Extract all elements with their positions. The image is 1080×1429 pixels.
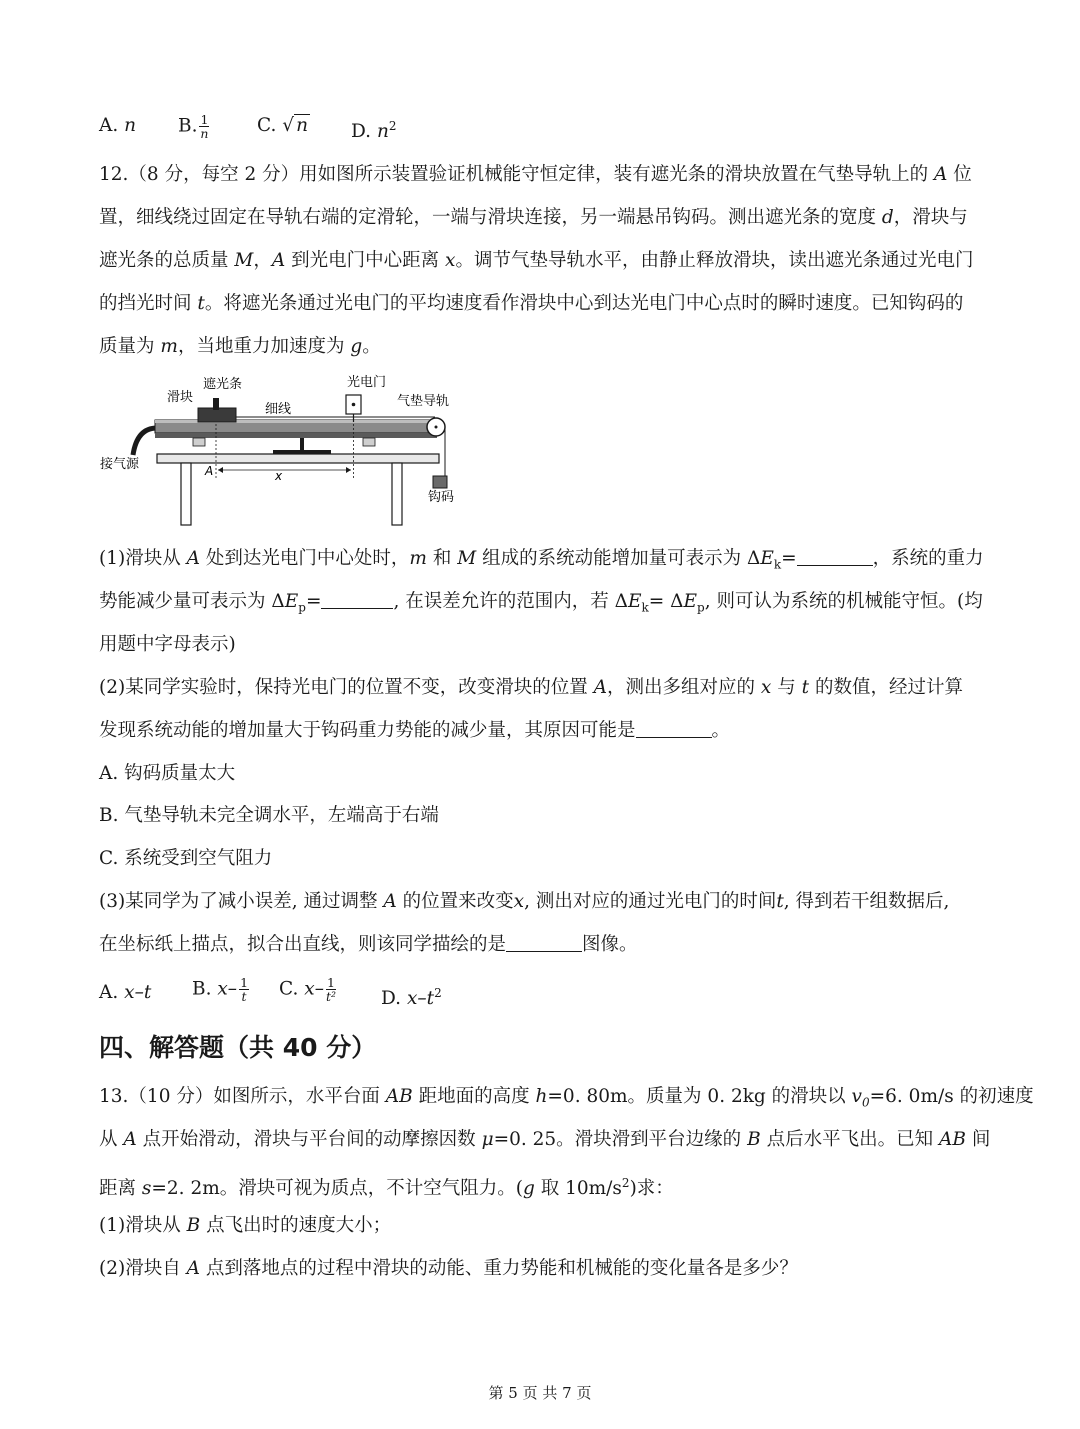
part1-line-3: 用题中字母表示) (99, 634, 236, 655)
section-heading: 四、解答题（共 40 分） (99, 1033, 377, 1062)
q12-line-5: 质量为 m，当地重力加速度为 g。 (99, 336, 381, 357)
label-air-source: 接气源 (100, 457, 140, 472)
slider-block (198, 408, 236, 422)
part3-option-a: A. x–t (99, 982, 152, 1003)
part2-option-c: C. 系统受到空气阻力 (99, 848, 273, 869)
q13-sub-2: (2)滑块自 A 点到落地点的过程中滑块的动能、重力势能和机械能的变化量各是多少？ (99, 1258, 798, 1279)
arrow-right (346, 467, 351, 473)
part3-line-1: (3)某同学为了减小误差, 通过调整 A 的位置来改变x, 测出对应的通过光电门的时间t, 得到若干组数据后, (99, 891, 950, 912)
table-leg-left (181, 463, 191, 525)
pulley-axle (435, 426, 438, 429)
answer-blank[interactable] (506, 933, 582, 952)
fraction: $\frac{1}{t}$ (240, 975, 249, 1004)
q13-line-2: 从 A 点开始滑动，滑块与平台间的动摩擦因数 μ=0. 25。滑块滑到平台边缘的 B 点后水平飞出。已知 AB 间 (99, 1129, 991, 1150)
q13-line-1: 13.（10 分）如图所示，水平台面 AB 距地面的高度 h=0. 80m。质量为 0. 2kg 的滑块以 $v_0=6$. 0m/s 的初速度 (99, 1086, 1034, 1110)
shading-strip (213, 398, 219, 410)
page-footer: 第 5 页 共 7 页 (488, 1384, 592, 1402)
answer-blank[interactable] (636, 719, 712, 738)
part1-line-1: (1)滑块从 A 处到达光电门中心处时，m 和 M 组成的系统动能增加量可表示为 $\Delta E_k=$ ，系统的重力 (99, 548, 984, 572)
fraction: $\frac{1}{n}$ (200, 112, 209, 141)
label-photogate: 光电门 (347, 375, 387, 390)
q13-sub-1: (1)滑块从 B 点飞出时的速度大小； (99, 1215, 392, 1236)
q12-line-1: 12.（8 分，每空 2 分）用如图所示装置验证机械能守恒定律，装有遮光条的滑块放置在气垫导轨上的 A 位 (99, 164, 972, 185)
q12-line-4: 的挡光时间 t。将遮光条通过光电门的平均速度看作滑块中心到达光电门中心点时的瞬时速度。已知钩码的 (99, 293, 964, 314)
part2-option-a: A. 钩码质量太大 (99, 763, 236, 784)
q12-line-3: 遮光条的总质量 M，A 到光电门中心距离 x。调节气垫导轨水平，由静止释放滑块，读出遮光条通过光电门 (99, 250, 974, 271)
sqrt-expression: √ n (282, 115, 308, 136)
rail-support-right (363, 438, 375, 446)
rail-support-left (193, 438, 205, 446)
hook-weight (433, 476, 447, 488)
q11-option-a: A. n (99, 115, 137, 136)
photogate-sensor (352, 403, 356, 407)
rail-center-post (300, 438, 304, 450)
part3-option-b: B. x– $\frac{1}{t}$ (192, 975, 249, 1004)
label-shading-strip: 遮光条 (203, 377, 243, 392)
q11-option-d: D. $n^2$ (351, 119, 397, 143)
q11-option-b: B. $\frac{1}{n}$ (178, 112, 209, 141)
q13-line-3: 距离 s=2. 2m。滑块可视为质点，不计空气阻力。(g 取 $10m/s^2$)求： (99, 1176, 674, 1200)
part3-option-d: D. $x-t^2$ (381, 986, 442, 1010)
fraction: $\frac{1}{\text{t²}}$ (325, 975, 337, 1004)
answer-blank[interactable] (797, 547, 873, 566)
table-top (157, 454, 439, 463)
arrow-left (218, 467, 223, 473)
table-leg-right (392, 463, 402, 525)
label-hook-weight: 钩码 (428, 490, 455, 505)
q12-line-2: 置，细线绕过固定在导轨右端的定滑轮，一端与滑块连接，另一端悬吊钩码。测出遮光条的宽度 d，滑块与 (99, 207, 968, 228)
part2-line-2: 发现系统动能的增加量大于钩码重力势能的减少量，其原因可能是 。 (99, 720, 731, 741)
rail-top (155, 420, 435, 423)
apparatus-diagram (95, 370, 470, 535)
part3-option-c: C. x– $\frac{1}{\text{t²}}$ (279, 975, 337, 1004)
rail-center-foot (273, 450, 331, 454)
answer-blank[interactable] (321, 590, 393, 609)
air-hose (133, 428, 157, 455)
label-slider: 滑块 (167, 390, 194, 405)
label-x: x (275, 469, 283, 483)
rail-base (155, 433, 437, 438)
part2-line-1: (2)某同学实验时，保持光电门的位置不变，改变滑块的位置 A，测出多组对应的 x 与 t 的数值，经过计算 (99, 677, 963, 698)
label-air-rail: 气垫导轨 (397, 394, 450, 409)
part3-line-2: 在坐标纸上描点，拟合出直线，则该同学描绘的是 图像。 (99, 934, 638, 955)
q11-option-c: C. √ n (257, 113, 310, 139)
label-a: A (205, 464, 214, 478)
label-string: 细线 (265, 402, 292, 417)
part1-line-2: 势能减少量可表示为 $\Delta E_p=$ , 在误差允许的范围内，若 $\Delta E_k= \Delta E_p$, 则可认为系统的机械能守恒。(均 (99, 591, 983, 615)
part2-option-b: B. 气垫导轨未完全调水平，左端高于右端 (99, 805, 439, 826)
